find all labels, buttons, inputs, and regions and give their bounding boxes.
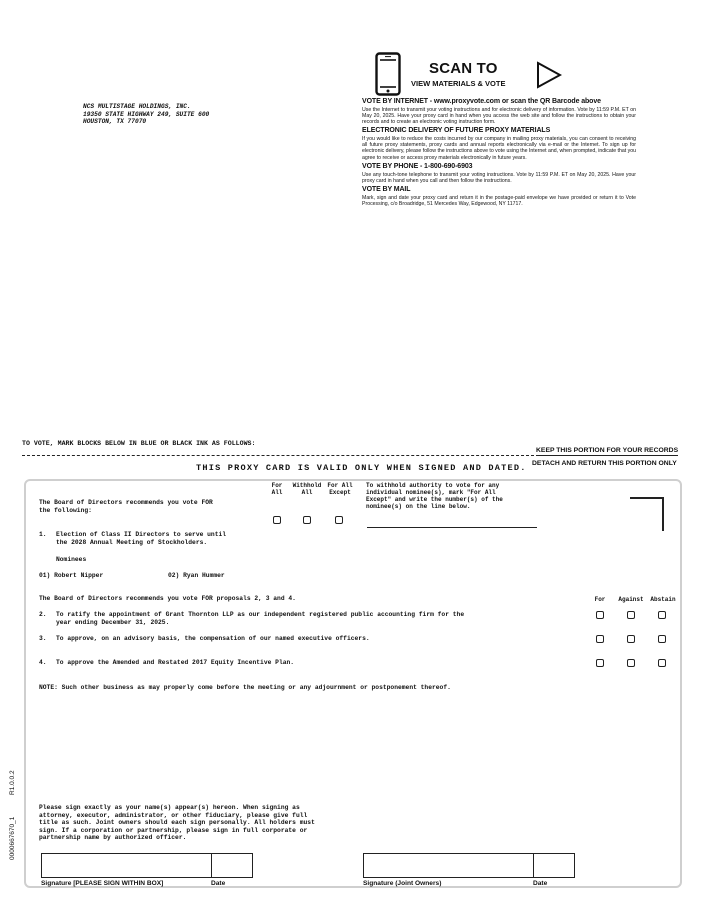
keep-portion-label: KEEP THIS PORTION FOR YOUR RECORDS: [536, 447, 679, 454]
mark-instructions: TO VOTE, MARK BLOCKS BELOW IN BLUE OR BLACK INK AS FOLLOWS:: [22, 440, 256, 447]
item1-text-cont: the 2028 Annual Meeting of Stockholders.: [56, 539, 208, 546]
item2-text-cont: year ending December 31, 2025.: [56, 619, 170, 626]
checkbox-for-all-except[interactable]: [335, 516, 343, 524]
item2-text: To ratify the appointment of Grant Thornton LLP as our independent registered public accounting firm for the: [56, 611, 465, 618]
item4-text: To approve the Amended and Restated 2017 Equity Incentive Plan.: [56, 659, 295, 666]
corner-mark: [630, 497, 664, 531]
address-line: 19350 STATE HIGHWAY 249, SUITE 600: [83, 110, 210, 118]
col-header-withhold-all: Withhold All: [292, 482, 322, 496]
board-recommendation: The Board of Directors recommends you vote FOR: [39, 499, 213, 506]
item-number: 1.: [39, 531, 47, 538]
board-recommendation-proposals: The Board of Directors recommends you vote FOR proposals 2, 3 and 4.: [39, 595, 296, 602]
vote-internet-text: Use the Internet to transmit your voting instructions and for electronic delivery of information. Vote by 11:59 P.M. ET on May 20, 2025. Have your proxy card in hand when you access the web site and follow the instructions to obtain your records and to create an electronic voting instruction form.: [362, 106, 636, 126]
col-header-for: For: [594, 596, 606, 603]
col-header-abstain: Abstain: [650, 596, 676, 603]
mailing-address: [83, 103, 209, 126]
item1-text: Election of Class II Directors to serve until: [56, 531, 227, 538]
item-number: 3.: [39, 635, 47, 642]
revision-code: R1.0.0.2: [9, 770, 16, 795]
checkbox-withhold-all[interactable]: [303, 516, 311, 524]
checkbox-item4-against[interactable]: [627, 659, 635, 667]
checkbox-item3-for[interactable]: [596, 635, 604, 643]
nominee-2: 02) Ryan Hummer: [168, 572, 225, 579]
checkbox-item4-abstain[interactable]: [658, 659, 666, 667]
joint-signature-box[interactable]: [363, 853, 534, 878]
vote-mail-title: VOTE BY MAIL: [362, 186, 411, 194]
checkbox-item2-for[interactable]: [596, 611, 604, 619]
checkbox-for-all[interactable]: [273, 516, 281, 524]
date-label: Date: [211, 880, 226, 887]
vote-mail-text: Mark, sign and date your proxy card and return it in the postage-paid envelope we have provided or return it to Vote Processing, c/o Broadridge, 51 Mercedes Way, Edgewood, NY 11717.: [362, 194, 636, 207]
valid-notice: THIS PROXY CARD IS VALID ONLY WHEN SIGNED AND DATED.: [196, 463, 527, 473]
address-line: HOUSTON, TX 77070: [83, 118, 147, 125]
checkbox-item3-abstain[interactable]: [658, 635, 666, 643]
col-header-for-all: For All: [271, 482, 283, 496]
checkbox-item3-against[interactable]: [627, 635, 635, 643]
signature-label: Signature [PLEASE SIGN WITHIN BOX]: [41, 880, 164, 887]
joint-signature-label: Signature (Joint Owners): [363, 880, 442, 887]
withhold-instructions: To withhold authority to vote for any individual nominee(s), mark "For All Except" and write the number(s) of the nominee(s) on the line below.: [366, 482, 503, 510]
item3-text: To approve, on an advisory basis, the compensation of our named executive officers.: [56, 635, 370, 642]
detach-portion-label: DETACH AND RETURN THIS PORTION ONLY: [532, 460, 677, 467]
scan-title: SCAN TO: [429, 60, 498, 77]
electronic-delivery-title: ELECTRONIC DELIVERY OF FUTURE PROXY MATERIALS: [362, 127, 551, 135]
checkbox-item4-for[interactable]: [596, 659, 604, 667]
col-header-against: Against: [618, 596, 644, 603]
board-recommendation-cont: the following:: [39, 507, 92, 514]
note-text: NOTE: Such other business as may properly come before the meeting or any adjournment or postponement thereof.: [39, 684, 451, 691]
vote-internet-title: VOTE BY INTERNET - www.proxyvote.com or scan the QR Barcode above: [362, 98, 601, 105]
joint-date-label: Date: [533, 880, 548, 887]
nominee-exception-line[interactable]: [367, 527, 537, 528]
address-line: NCS MULTISTAGE HOLDINGS, INC.: [83, 103, 191, 110]
vote-phone-text: Use any touch-tone telephone to transmit your voting instructions. Vote by 11:59 P.M. ET on May 20, 2025. Have your proxy card in hand when you call and then follow the instructions.: [362, 171, 636, 184]
checkbox-item2-against[interactable]: [627, 611, 635, 619]
item-number: 4.: [39, 659, 47, 666]
checkbox-item2-abstain[interactable]: [658, 611, 666, 619]
item-number: 2.: [39, 611, 47, 618]
nominees-label: Nominees: [56, 556, 87, 563]
detach-dashed-line: [22, 455, 534, 456]
smartphone-icon: [375, 52, 401, 96]
electronic-delivery-text: If you would like to reduce the costs incurred by our company in mailing proxy materials, you can consent to receiving all future proxy statements, proxy cards and annual reports electronically via e-mail or the Internet. To sign up for electronic delivery, please follow the instructions above to vote using the Internet and, when prompted, indicate that you agree to receive or access proxy materials electronically in future years.: [362, 135, 636, 161]
date-box[interactable]: [211, 853, 253, 878]
signing-instructions: Please sign exactly as your name(s) appear(s) hereon. When signing as attorney, executor, administrator, or other fiduciary, please give full title as such. Joint owners should each sign personally. All holders must sign. If a corporation or partnership, please sign in full corporate or partnership name by authorized officer.: [39, 804, 315, 842]
col-header-for-all-except: For All Except: [327, 482, 353, 496]
vote-methods: [362, 98, 636, 209]
document-code: 0000667670_1: [9, 816, 16, 860]
vote-phone-title: VOTE BY PHONE - 1-800-690-6903: [362, 163, 473, 171]
joint-date-box[interactable]: [533, 853, 575, 878]
play-arrow-icon: [536, 61, 562, 89]
scan-subtitle: VIEW MATERIALS & VOTE: [411, 79, 506, 88]
nominee-1: 01) Robert Nipper: [39, 572, 104, 579]
signature-box[interactable]: [41, 853, 212, 878]
